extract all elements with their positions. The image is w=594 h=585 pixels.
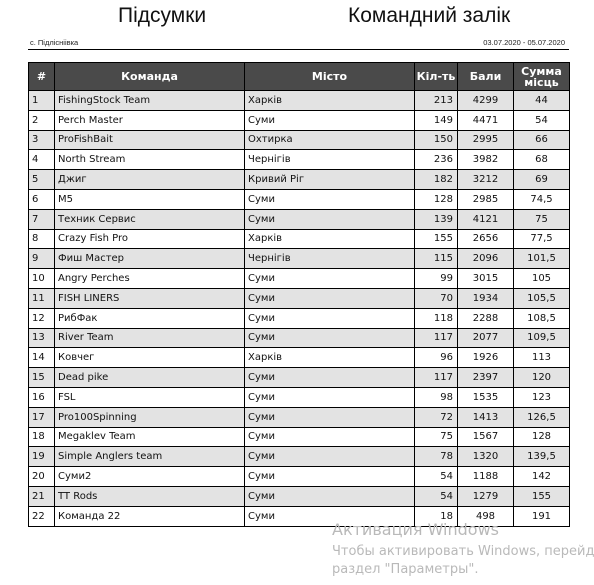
cell-num: 18 xyxy=(29,427,55,447)
cell-num: 11 xyxy=(29,288,55,308)
cell-city: Суми xyxy=(245,447,415,467)
page-title: Підсумки xyxy=(118,4,207,27)
cell-city: Харків xyxy=(245,229,415,249)
cell-num: 6 xyxy=(29,189,55,209)
competition-title: Командний залік xyxy=(348,4,511,27)
cell-count: 75 xyxy=(415,427,458,447)
cell-sum: 155 xyxy=(514,486,570,506)
cell-team: River Team xyxy=(55,328,245,348)
cell-points: 2288 xyxy=(458,308,514,328)
cell-city: Суми xyxy=(245,368,415,388)
cell-count: 236 xyxy=(415,150,458,170)
watermark-line-3: раздел "Параметры". xyxy=(332,562,479,577)
cell-team: Perch Master xyxy=(55,110,245,130)
cell-sum: 126,5 xyxy=(514,407,570,427)
cell-sum: 108,5 xyxy=(514,308,570,328)
cell-team: ProFishBait xyxy=(55,130,245,150)
cell-sum: 69 xyxy=(514,170,570,190)
cell-points: 1934 xyxy=(458,288,514,308)
cell-team: Dead pike xyxy=(55,368,245,388)
cell-num: 4 xyxy=(29,150,55,170)
table-row xyxy=(29,447,570,467)
cell-sum: 77,5 xyxy=(514,229,570,249)
cell-city: Чернігів xyxy=(245,150,415,170)
location-label: с. Підлісніівка xyxy=(30,38,79,47)
cell-sum: 123 xyxy=(514,387,570,407)
cell-sum: 128 xyxy=(514,427,570,447)
table-row xyxy=(29,130,570,150)
cell-count: 117 xyxy=(415,328,458,348)
cell-city: Харків xyxy=(245,91,415,111)
cell-num: 1 xyxy=(29,91,55,111)
column-header-city: Місто xyxy=(245,63,415,91)
cell-team: Angry Perches xyxy=(55,269,245,289)
cell-points: 2985 xyxy=(458,189,514,209)
cell-points: 1567 xyxy=(458,427,514,447)
column-header-count: Кіл-ть xyxy=(415,63,458,91)
cell-city: Суми xyxy=(245,506,415,526)
cell-points: 1535 xyxy=(458,387,514,407)
cell-num: 20 xyxy=(29,467,55,487)
table-row xyxy=(29,189,570,209)
cell-points: 3982 xyxy=(458,150,514,170)
cell-count: 98 xyxy=(415,387,458,407)
cell-count: 149 xyxy=(415,110,458,130)
cell-num: 9 xyxy=(29,249,55,269)
table-row xyxy=(29,308,570,328)
cell-count: 115 xyxy=(415,249,458,269)
cell-sum: 66 xyxy=(514,130,570,150)
column-header-sum: Сумма місць xyxy=(514,63,570,91)
watermark-line-2: Чтобы активировать Windows, перейд xyxy=(332,544,594,559)
table-row xyxy=(29,387,570,407)
table-row xyxy=(29,467,570,487)
cell-points: 3015 xyxy=(458,269,514,289)
cell-sum: 113 xyxy=(514,348,570,368)
cell-num: 7 xyxy=(29,209,55,229)
cell-count: 213 xyxy=(415,91,458,111)
cell-city: Суми xyxy=(245,288,415,308)
cell-count: 78 xyxy=(415,447,458,467)
table-body xyxy=(29,91,570,527)
cell-city: Суми xyxy=(245,427,415,447)
cell-team: Ковчег xyxy=(55,348,245,368)
cell-team: FISH LINERS xyxy=(55,288,245,308)
cell-sum: 109,5 xyxy=(514,328,570,348)
cell-city: Суми xyxy=(245,209,415,229)
cell-sum: 142 xyxy=(514,467,570,487)
cell-city: Суми xyxy=(245,486,415,506)
table-row xyxy=(29,368,570,388)
cell-count: 72 xyxy=(415,407,458,427)
cell-count: 118 xyxy=(415,308,458,328)
cell-num: 5 xyxy=(29,170,55,190)
cell-city: Харків xyxy=(245,348,415,368)
cell-points: 1320 xyxy=(458,447,514,467)
cell-num: 22 xyxy=(29,506,55,526)
cell-city: Кривий Ріг xyxy=(245,170,415,190)
cell-sum: 120 xyxy=(514,368,570,388)
cell-points: 1926 xyxy=(458,348,514,368)
cell-num: 19 xyxy=(29,447,55,467)
cell-points: 2077 xyxy=(458,328,514,348)
cell-team: Pro100Spinning xyxy=(55,407,245,427)
table-row xyxy=(29,249,570,269)
table-row xyxy=(29,407,570,427)
cell-city: Суми xyxy=(245,467,415,487)
cell-points: 2656 xyxy=(458,229,514,249)
cell-city: Суми xyxy=(245,387,415,407)
cell-count: 99 xyxy=(415,269,458,289)
column-header-points: Бали xyxy=(458,63,514,91)
table-row xyxy=(29,486,570,506)
cell-count: 96 xyxy=(415,348,458,368)
table-row xyxy=(29,427,570,447)
cell-num: 2 xyxy=(29,110,55,130)
cell-city: Суми xyxy=(245,407,415,427)
cell-points: 1413 xyxy=(458,407,514,427)
cell-num: 21 xyxy=(29,486,55,506)
cell-count: 182 xyxy=(415,170,458,190)
cell-city: Суми xyxy=(245,308,415,328)
cell-team: Simple Anglers team xyxy=(55,447,245,467)
watermark-title: Активация Windows xyxy=(332,520,499,539)
windows-activation-watermark xyxy=(332,520,594,577)
cell-team: Crazy Fish Pro xyxy=(55,229,245,249)
table-row xyxy=(29,229,570,249)
cell-points: 1188 xyxy=(458,467,514,487)
cell-num: 3 xyxy=(29,130,55,150)
table-row xyxy=(29,288,570,308)
cell-num: 13 xyxy=(29,328,55,348)
table-row xyxy=(29,91,570,111)
cell-city: Чернігів xyxy=(245,249,415,269)
column-header-team: Команда xyxy=(55,63,245,91)
cell-points: 1279 xyxy=(458,486,514,506)
date-range: 03.07.2020 - 05.07.2020 xyxy=(483,38,565,47)
cell-city: Охтирка xyxy=(245,130,415,150)
table-row xyxy=(29,348,570,368)
cell-points: 2995 xyxy=(458,130,514,150)
cell-count: 117 xyxy=(415,368,458,388)
cell-points: 4471 xyxy=(458,110,514,130)
cell-city: Суми xyxy=(245,110,415,130)
cell-sum: 54 xyxy=(514,110,570,130)
cell-points: 3212 xyxy=(458,170,514,190)
cell-city: Суми xyxy=(245,328,415,348)
cell-team: Суми2 xyxy=(55,467,245,487)
cell-count: 128 xyxy=(415,189,458,209)
cell-sum: 139,5 xyxy=(514,447,570,467)
cell-num: 15 xyxy=(29,368,55,388)
cell-team: FishingStock Team xyxy=(55,91,245,111)
table-row xyxy=(29,269,570,289)
cell-city: Суми xyxy=(245,269,415,289)
cell-count: 139 xyxy=(415,209,458,229)
header-divider xyxy=(28,49,569,50)
cell-num: 12 xyxy=(29,308,55,328)
cell-points: 498 xyxy=(458,506,514,526)
cell-points: 2096 xyxy=(458,249,514,269)
cell-team: North Stream xyxy=(55,150,245,170)
cell-team: Фиш Мастер xyxy=(55,249,245,269)
cell-sum: 191 xyxy=(514,506,570,526)
cell-num: 10 xyxy=(29,269,55,289)
cell-num: 14 xyxy=(29,348,55,368)
cell-team: Megaklev Team xyxy=(55,427,245,447)
table-row xyxy=(29,150,570,170)
table-header-row xyxy=(29,63,570,91)
cell-points: 4121 xyxy=(458,209,514,229)
cell-count: 150 xyxy=(415,130,458,150)
table-row xyxy=(29,110,570,130)
column-header-num: # xyxy=(29,63,55,91)
cell-count: 54 xyxy=(415,486,458,506)
cell-team: FSL xyxy=(55,387,245,407)
table-row xyxy=(29,328,570,348)
cell-count: 70 xyxy=(415,288,458,308)
cell-sum: 75 xyxy=(514,209,570,229)
cell-team: TT Rods xyxy=(55,486,245,506)
cell-count: 155 xyxy=(415,229,458,249)
cell-team: Техник Сервис xyxy=(55,209,245,229)
table-row xyxy=(29,209,570,229)
cell-team: Джиг xyxy=(55,170,245,190)
cell-sum: 74,5 xyxy=(514,189,570,209)
cell-team: Команда 22 xyxy=(55,506,245,526)
cell-count: 18 xyxy=(415,506,458,526)
cell-num: 17 xyxy=(29,407,55,427)
results-table xyxy=(28,62,570,527)
cell-city: Суми xyxy=(245,189,415,209)
cell-sum: 105 xyxy=(514,269,570,289)
cell-team: M5 xyxy=(55,189,245,209)
cell-points: 4299 xyxy=(458,91,514,111)
cell-num: 16 xyxy=(29,387,55,407)
cell-sum: 68 xyxy=(514,150,570,170)
cell-team: РибФак xyxy=(55,308,245,328)
cell-count: 54 xyxy=(415,467,458,487)
cell-sum: 105,5 xyxy=(514,288,570,308)
cell-num: 8 xyxy=(29,229,55,249)
cell-sum: 44 xyxy=(514,91,570,111)
table-row xyxy=(29,170,570,190)
cell-points: 2397 xyxy=(458,368,514,388)
cell-sum: 101,5 xyxy=(514,249,570,269)
